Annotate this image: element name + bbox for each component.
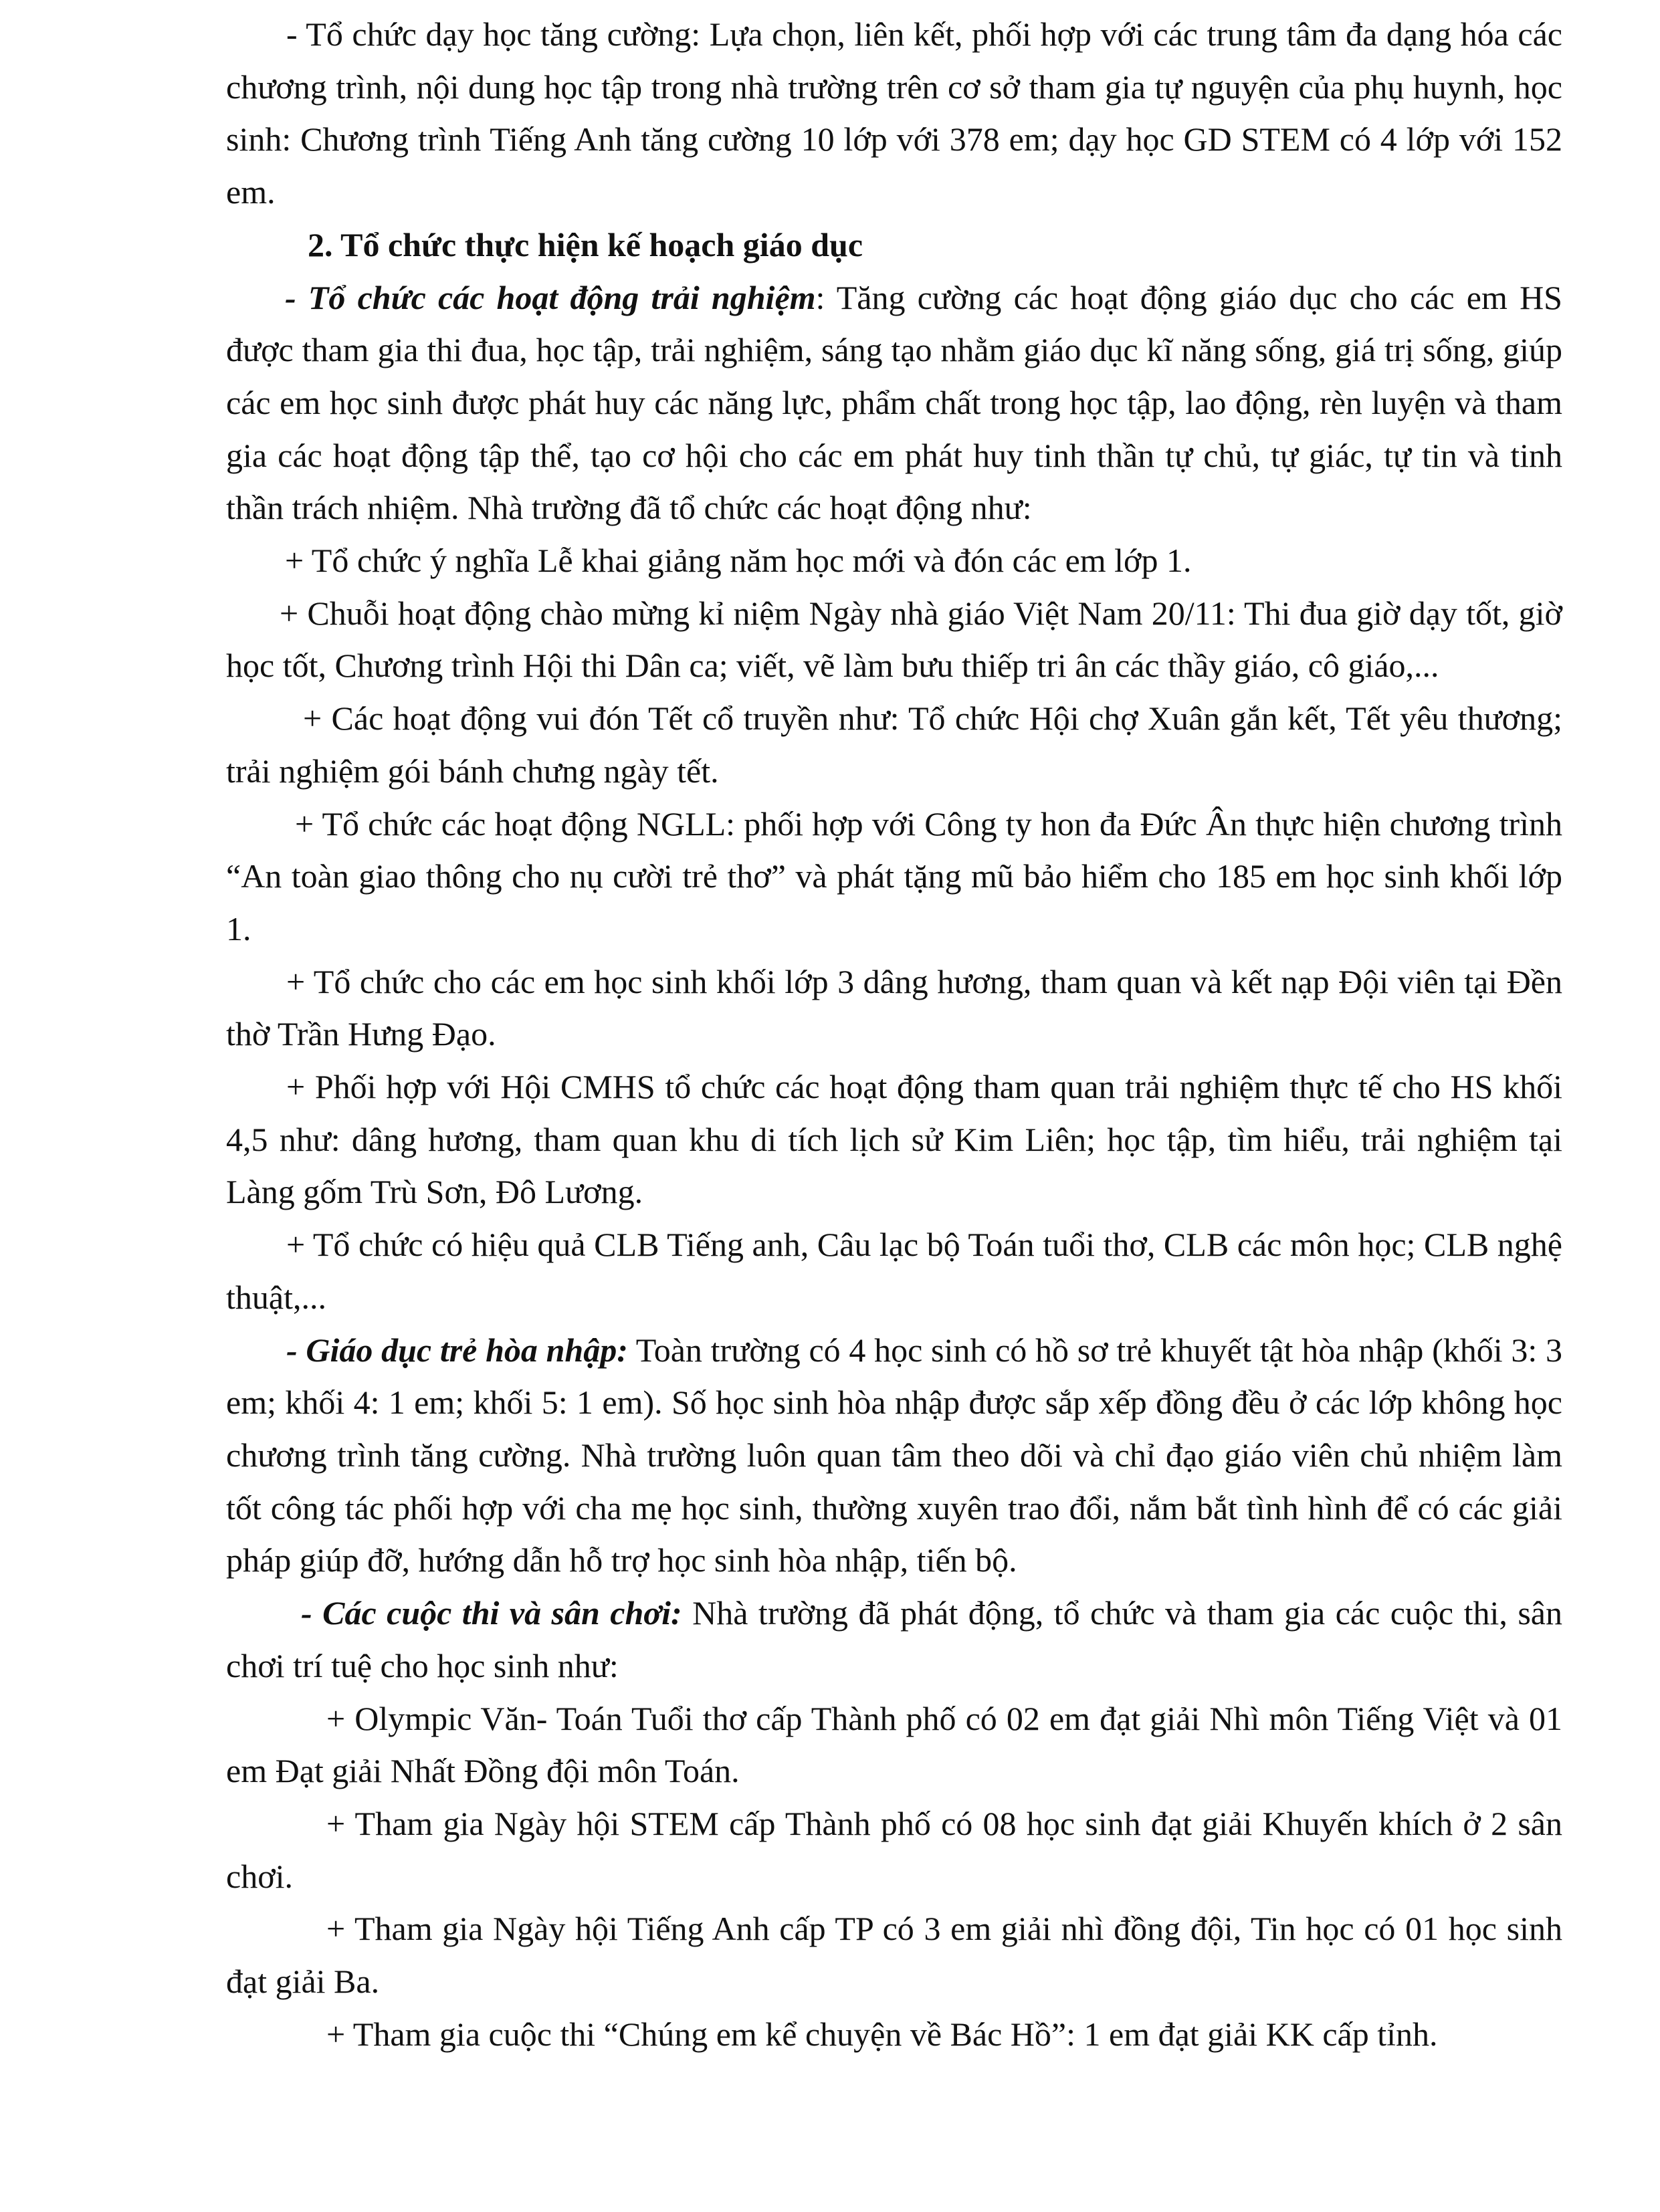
list-item-tet [226,692,1562,797]
list-item-stem [226,1797,1562,1902]
paragraph-lead: - Tổ chức các hoạt động trải nghiệm [285,278,816,316]
list-item-text: + Olympic Văn- Toán Tuổi thơ cấp Thành phố có 02 em đạt giải Nhì môn Tiếng Việt và 01 em Đạt giải Nhất Đồng đội môn Toán. [226,1699,1562,1790]
paragraph-text: - Tổ chức dạy học tăng cường: Lựa chọn, liên kết, phối hợp với các trung tâm đa dạng hóa các chương trình, nội dung học tập trong nhà trường trên cơ sở tham gia tự nguyện của phụ huynh, học sinh: Chương trình Tiếng Anh tăng cường 10 lớp với 378 em; dạy học GD STEM có 4 lớp với 152 em. [226,15,1562,211]
paragraph-text: Toàn trường có 4 học sinh có hồ sơ trẻ khuyết tật hòa nhập (khối 3: 3 em; khối 4: 1 em; khối 5: 1 em). Số học sinh hòa nhập được sắp xếp đồng đều ở các lớp không học chương trình tăng cường. Nhà trường luôn quan tâm theo dõi và chỉ đạo giáo viên chủ nhiệm làm tốt công tác phối hợp với cha mẹ học sinh, thường xuyên trao đổi, nắm bắt tình hình để có các giải pháp giúp đỡ, hướng dẫn hỗ trợ học sinh hòa nhập, tiến bộ. [226,1331,1563,1579]
section-heading-text: 2. Tổ chức thực hiện kế hoạch giáo dục [308,225,863,263]
list-item-text: + Tổ chức các hoạt động NGLL: phối hợp với Công ty hon đa Đức Ân thực hiện chương trình “An toàn giao thông cho nụ cười trẻ thơ” và phát tặng mũ bảo hiểm cho 185 em học sinh khối lớp 1. [226,804,1562,948]
paragraph-trai-nghiem [226,271,1562,535]
list-item-text: + Chuỗi hoạt động chào mừng kỉ niệm Ngày nhà giáo Việt Nam 20/11: Thi đua giờ dạy tốt, giờ học tốt, Chương trình Hội thi Dân ca; viết, vẽ làm bưu thiếp tri ân các thầy giáo, cô giáo,... [226,594,1562,685]
list-item-nha-giao [226,587,1562,692]
paragraph-lead: - Giáo dục trẻ hòa nhập: [286,1331,628,1369]
list-item-text: + Tham gia Ngày hội Tiếng Anh cấp TP có 3 em giải nhì đồng đội, Tin học có 01 học sinh đạt giải Ba. [226,1910,1562,2001]
paragraph-tang-cuong [226,8,1562,219]
list-item-bac-ho [226,2008,1562,2061]
list-item-text: + Các hoạt động vui đón Tết cổ truyền như: Tổ chức Hội chợ Xuân gắn kết, Tết yêu thương; trải nghiệm gói bánh chưng ngày tết. [226,699,1562,790]
list-item-clb [226,1218,1562,1323]
list-item-khai-giang [226,534,1562,587]
list-item-text: + Tham gia cuộc thi “Chúng em kể chuyện về Bác Hồ”: 1 em đạt giải KK cấp tỉnh. [326,2015,1438,2053]
paragraph-hoa-nhap [226,1324,1562,1587]
document-page [226,8,1562,2060]
list-item-cmhs [226,1061,1562,1218]
section-heading [226,219,1562,271]
list-item-text: + Phối hợp với Hội CMHS tổ chức các hoạt động tham quan trải nghiệm thực tế cho HS khối 4,5 như: dâng hương, tham quan khu di tích lịch sử Kim Liên; học tập, tìm hiểu, trải nghiệm tại Làng gốm Trù Sơn, Đô Lương. [226,1068,1562,1211]
list-item-ngll [226,798,1562,956]
list-item-olympic [226,1692,1562,1797]
paragraph-text: : Tăng cường các hoạt động giáo dục cho các em HS được tham gia thi đua, học tập, trải nghiệm, sáng tạo nhằm giáo dục kĩ năng sống, giá trị sống, giúp các em học sinh được phát huy các năng lực, phẩm chất trong học tập, lao động, rèn luyện và tham gia các hoạt động tập thể, tạo cơ hội cho các em phát huy tinh thần tự chủ, tự giác, tự tin và tinh thần trách nhiệm. Nhà trường đã tổ chức các hoạt động như: [226,278,1562,527]
paragraph-text: Nhà trường đã phát động, tổ chức và tham gia các cuộc thi, sân chơi trí tuệ cho học sinh như: [226,1594,1563,1684]
paragraph-cuoc-thi [226,1587,1562,1692]
list-item-text: + Tổ chức cho các em học sinh khối lớp 3 dâng hương, tham quan và kết nạp Đội viên tại Đền thờ Trần Hưng Đạo. [226,962,1562,1053]
list-item-text: + Tổ chức có hiệu quả CLB Tiếng anh, Câu lạc bộ Toán tuổi thơ, CLB các môn học; CLB nghệ thuật,... [226,1226,1562,1316]
list-item-tieng-anh [226,1902,1562,2007]
list-item-text: + Tổ chức ý nghĩa Lễ khai giảng năm học mới và đón các em lớp 1. [285,542,1192,580]
list-item-text: + Tham gia Ngày hội STEM cấp Thành phố có 08 học sinh đạt giải Khuyến khích ở 2 sân chơi. [226,1804,1562,1895]
paragraph-lead: - Các cuộc thi và sân chơi: [301,1594,682,1632]
list-item-khoi-3 [226,956,1562,1061]
